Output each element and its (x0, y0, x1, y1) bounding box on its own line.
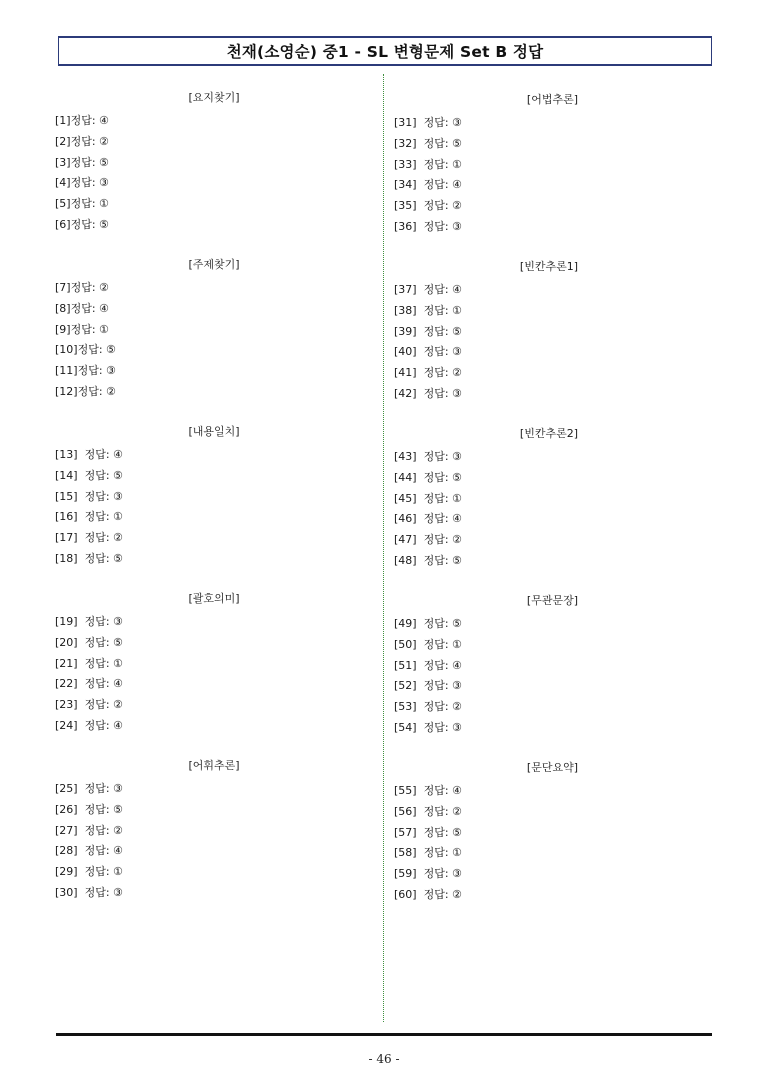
answer-item: [50] 정답: ① (394, 637, 462, 651)
section-heading: [무관문장] (526, 594, 578, 607)
section-main-idea (55, 89, 365, 256)
answer-item: [26] 정답: ⑤ (55, 802, 123, 816)
answer-item: [31] 정답: ③ (394, 116, 462, 129)
answer-item: [28] 정답: ④ (55, 844, 123, 858)
answer-item: [55] 정답: ④ (394, 784, 462, 797)
answer-item: [41] 정답: ② (394, 366, 462, 380)
answer-item: [11]정답: ③ (55, 364, 116, 378)
answer-item: [2]정답: ② (55, 134, 109, 148)
answer-key-title-box (58, 36, 712, 66)
section-heading: [어법추론] (526, 93, 578, 106)
answer-item: [33] 정답: ① (394, 157, 462, 171)
answer-item: [22] 정답: ④ (55, 677, 123, 691)
answer-item: [3]정답: ⑤ (55, 155, 109, 169)
section-vocabulary (55, 757, 365, 924)
answer-item: [19] 정답: ③ (55, 615, 123, 628)
section-topic (55, 256, 365, 423)
section-heading: [내용일치] (188, 425, 240, 438)
answer-item: [48] 정답: ⑤ (394, 553, 462, 567)
section-heading: [주제찾기] (188, 258, 240, 271)
right-column (394, 89, 704, 924)
answer-item: [20] 정답: ⑤ (55, 635, 123, 649)
answer-item: [27] 정답: ② (55, 823, 123, 837)
answer-item: [51] 정답: ④ (394, 658, 462, 672)
answer-item: [17] 정답: ② (55, 531, 123, 545)
answer-item: [10]정답: ⑤ (55, 343, 116, 357)
answer-item: [54] 정답: ③ (394, 720, 462, 734)
answer-item: [52] 정답: ③ (394, 679, 462, 693)
answer-item: [14] 정답: ⑤ (55, 468, 123, 482)
answer-item: [59] 정답: ③ (394, 867, 462, 881)
section-heading: [요지찾기] (188, 91, 240, 104)
answer-item: [45] 정답: ① (394, 491, 462, 505)
section-grammar (394, 89, 704, 256)
answer-item: [21] 정답: ① (55, 656, 123, 670)
answer-item: [23] 정답: ② (55, 698, 123, 712)
answer-item: [35] 정답: ② (394, 199, 462, 213)
section-content-match (55, 423, 365, 590)
answer-item: [9]정답: ① (55, 322, 109, 336)
answer-item: [38] 정답: ① (394, 303, 462, 317)
answer-item: [57] 정답: ⑤ (394, 825, 462, 839)
column-divider (383, 74, 384, 1022)
answer-item: [7]정답: ② (55, 281, 109, 294)
answer-item: [30] 정답: ③ (55, 885, 123, 899)
answer-item: [5]정답: ① (55, 197, 109, 211)
answer-item: [18] 정답: ⑤ (55, 551, 123, 565)
answer-item: [43] 정답: ③ (394, 450, 462, 463)
section-heading: [어휘추론] (188, 759, 240, 772)
answer-item: [49] 정답: ⑤ (394, 617, 462, 630)
answer-item: [25] 정답: ③ (55, 782, 123, 795)
section-heading: [빈칸추론2] (519, 427, 578, 440)
section-summary (394, 757, 704, 924)
page-number: - 46 - (368, 1052, 400, 1066)
page-title: 천재(소영순) 중1 - SL 변형문제 Set B 정답 (226, 43, 544, 61)
answer-item: [44] 정답: ⑤ (394, 470, 462, 484)
section-heading: [빈칸추론1] (519, 260, 578, 273)
answer-item: [6]정답: ⑤ (55, 217, 109, 231)
answer-item: [42] 정답: ③ (394, 386, 462, 400)
answer-item: [32] 정답: ⑤ (394, 136, 462, 150)
section-heading: [문단요약] (526, 761, 578, 774)
answer-item: [34] 정답: ④ (394, 178, 462, 192)
answer-item: [15] 정답: ③ (55, 489, 123, 503)
answer-item: [29] 정답: ① (55, 865, 123, 879)
answer-item: [46] 정답: ④ (394, 512, 462, 526)
answer-item: [24] 정답: ④ (55, 718, 123, 732)
answer-item: [40] 정답: ③ (394, 345, 462, 359)
answer-item: [36] 정답: ③ (394, 219, 462, 233)
answer-item: [37] 정답: ④ (394, 283, 462, 296)
left-column (55, 89, 365, 924)
answer-item: [53] 정답: ② (394, 700, 462, 714)
section-blank-1 (394, 256, 704, 423)
answer-item: [60] 정답: ② (394, 887, 462, 901)
section-bracket-meaning (55, 590, 365, 757)
answer-item: [8]정답: ④ (55, 301, 109, 315)
answer-item: [1]정답: ④ (55, 114, 109, 127)
answer-item: [47] 정답: ② (394, 533, 462, 547)
answer-item: [58] 정답: ① (394, 846, 462, 860)
answer-item: [16] 정답: ① (55, 510, 123, 524)
answer-item: [39] 정답: ⑤ (394, 324, 462, 338)
answer-item: [56] 정답: ② (394, 804, 462, 818)
section-blank-2 (394, 423, 704, 590)
section-heading: [괄호의미] (188, 592, 240, 605)
footer-rule (56, 1033, 712, 1036)
answer-item: [12]정답: ② (55, 384, 116, 398)
section-irrelevant-sentence (394, 590, 704, 757)
answer-item: [13] 정답: ④ (55, 448, 123, 461)
answer-item: [4]정답: ③ (55, 176, 109, 190)
